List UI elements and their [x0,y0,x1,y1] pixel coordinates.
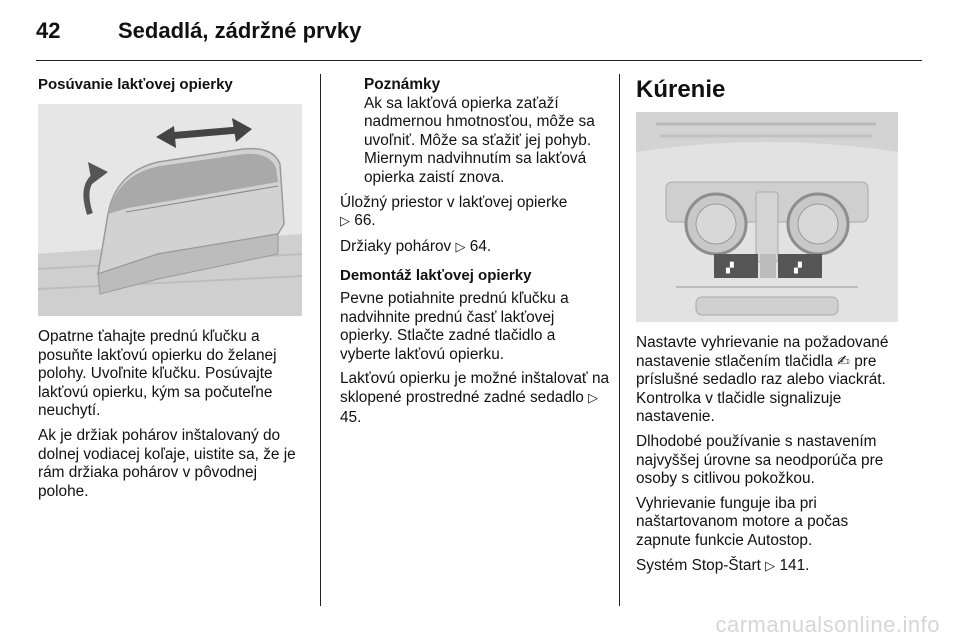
left-column-text [38,328,310,507]
note-box [340,76,610,188]
page-reference-arrow-icon: ▷ [765,558,776,574]
column-divider-2 [619,74,620,606]
svg-text:▞: ▞ [726,263,734,274]
section-heading-armrest-removal: Demontáž lakťovej opierky [340,267,532,285]
stopstart-reference [636,557,902,577]
cupholder-reference [340,238,610,258]
armrest-drawing [38,104,302,316]
paragraph-removal: Pevne potiahnite prednú kľučku a nadvihnite prednú časť lakťovej opierky. Stlačte zadné tlačidlo a vyberte lakťovú opierku. [340,289,569,363]
svg-text:▞: ▞ [794,263,802,274]
install-text: Lakťovú opierku je možné inštalovať na sklopené prostredné zadné sedadlo [340,370,610,406]
column-divider-1 [320,74,321,606]
heating-text-b: pre príslušné sedadlo raz alebo viackrát. Kontrolka v tlačidle signalizuje nastavenie. [636,352,886,426]
seat-heating-icon: ✍ [837,352,850,370]
stopstart-page-ref[interactable]: 141. [779,556,810,574]
note-text: Ak sa lakťová opierka zaťaží nadmernou hmotnosťou, môže sa uvoľniť. Môže sa sťažiť jej pohyb. Miernym nadvihnutím sa lakťová opierka zaistí znova. [364,94,595,186]
section-heading-heating: Kúrenie [636,76,726,103]
paragraph-heating-setting [636,334,902,427]
heating-panel-drawing [636,112,898,322]
cupholder-text: Držiaky pohárov [340,237,452,255]
storage-text: Úložný priestor v lakťovej opierke [340,193,568,211]
header-divider [36,60,922,61]
note-title: Poznámky [364,76,441,93]
right-column-text [636,334,902,582]
heating-controls-illustration [636,112,898,322]
page-number: 42 [36,18,61,43]
stopstart-text: Systém Stop-Štart [636,556,761,574]
cupholder-page-ref[interactable]: 64. [469,237,492,255]
middle-column [340,76,610,433]
heating-text-a: Nastavte vyhrievanie na požadované nastavenie stlačením tlačidla [636,334,889,370]
left-column [38,76,308,99]
paragraph-long-term-use: Dlhodobé používanie s nastavením najvyššej úrovne sa neodporúča pre osoby s citlivou pokožkou. [636,432,884,488]
page-reference-arrow-icon: ▷ [340,214,350,230]
paragraph-install [340,370,610,427]
storage-reference [340,194,610,232]
install-page-ref[interactable]: 45. [340,408,362,426]
armrest-illustration [38,104,302,316]
page-header: Sedadlá, zádržné prvky [118,18,362,43]
paragraph-cupholder-rail: Ak je držiak pohárov inštalovaný do dolnej vodiacej koľaje, uistite sa, že je rám držiaka pohárov v pôvodnej polohe. [38,426,296,500]
watermark: carmanualsonline.info [715,612,940,637]
paragraph-engine-running: Vyhrievanie funguje iba pri naštartovanom motore a počas zapnute funkcie Autostop. [636,494,849,549]
page-reference-arrow-icon: ▷ [588,390,599,406]
paragraph-slide-instructions: Opatrne ťahajte prednú kľučku a posuňte lakťovú opierku do želanej polohy. Uvoľnite kľučku. Posúvajte lakťovú opierku, kým sa počuteľne neuchytí. [38,328,277,420]
storage-page-ref[interactable]: 66. [354,212,376,230]
section-heading-armrest-slide: Posúvanie lakťovej opierky [38,76,233,93]
page-reference-arrow-icon: ▷ [455,239,466,255]
